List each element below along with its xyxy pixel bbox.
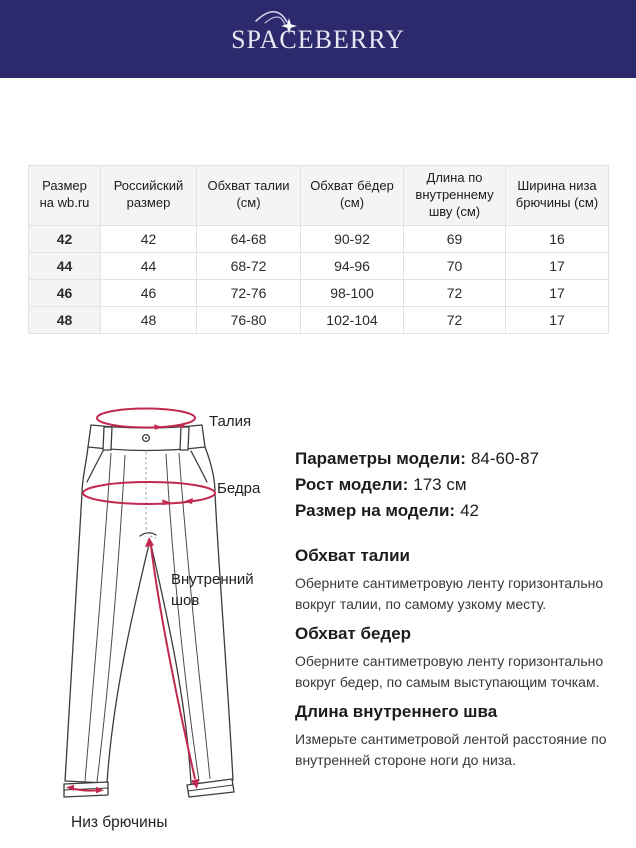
cell: 94-96 — [301, 252, 404, 279]
cell: 98-100 — [301, 279, 404, 306]
model-size-value: 42 — [460, 501, 479, 520]
cell: 16 — [506, 225, 609, 252]
model-params-value: 84-60-87 — [470, 449, 540, 468]
cell: 64-68 — [197, 225, 301, 252]
section-title: Длина внутреннего шва — [295, 702, 498, 721]
model-params — [295, 446, 617, 472]
column-header-inseam: Длина по внутреннему шву (см) — [404, 166, 506, 226]
pants-drawing-icon — [45, 398, 280, 844]
brand-header — [0, 0, 636, 78]
column-header-wb-size: Размер на wb.ru — [29, 166, 101, 226]
size-cell: 44 — [29, 252, 101, 279]
column-header-hem: Ширина низа брючины (см) — [506, 166, 609, 226]
hem-label: Низ брючины — [71, 814, 168, 831]
measure-section-waist — [295, 545, 617, 615]
cell: 76-80 — [197, 306, 301, 333]
table-header-row — [29, 166, 609, 226]
model-height-value: 173 см — [413, 475, 467, 494]
cell: 44 — [101, 252, 197, 279]
cell: 46 — [101, 279, 197, 306]
column-header-hips: Обхват бёдер (см) — [301, 166, 404, 226]
cell: 70 — [404, 252, 506, 279]
cell: 48 — [101, 306, 197, 333]
table-row — [29, 225, 609, 252]
cell: 42 — [101, 225, 197, 252]
cell: 17 — [506, 279, 609, 306]
cell: 90-92 — [301, 225, 404, 252]
hips-label: Бедра — [217, 480, 261, 497]
table-row — [29, 279, 609, 306]
model-size-label: Размер на модели: — [295, 501, 456, 520]
section-title: Обхват талии — [295, 546, 410, 565]
brand-logo — [158, 0, 478, 78]
cell: 72 — [404, 306, 506, 333]
section-body: Измерьте сантиметровой лентой расстояние по внутренней стороне ноги до низа. — [295, 731, 607, 768]
size-cell: 48 — [29, 306, 101, 333]
section-body: Оберните сантиметровую ленту горизонтально вокруг талии, по самому узкому месту. — [295, 575, 604, 612]
table-row — [29, 306, 609, 333]
cell: 17 — [506, 306, 609, 333]
column-header-ru-size: Российский размер — [101, 166, 197, 226]
size-cell: 46 — [29, 279, 101, 306]
cell: 69 — [404, 225, 506, 252]
size-cell: 42 — [29, 225, 101, 252]
model-params-label: Параметры модели: — [295, 449, 466, 468]
size-table — [28, 165, 609, 334]
section-body: Оберните сантиметровую ленту горизонтально вокруг бедер, по самым выступающим точкам. — [295, 653, 604, 690]
model-height-label: Рост модели: — [295, 475, 409, 494]
model-size — [295, 498, 617, 524]
cell: 68-72 — [197, 252, 301, 279]
model-height — [295, 472, 617, 498]
inseam-label: Внутренний шов — [171, 571, 254, 609]
cell: 72 — [404, 279, 506, 306]
brand-logo-text: SPACEBERRY — [231, 25, 405, 54]
measure-section-inseam — [295, 701, 617, 771]
column-header-waist: Обхват талии (см) — [197, 166, 301, 226]
pants-diagram — [45, 398, 280, 844]
info-column — [295, 446, 617, 771]
cell: 102-104 — [301, 306, 404, 333]
measure-instructions — [295, 545, 617, 771]
cell: 17 — [506, 252, 609, 279]
section-title: Обхват бедер — [295, 624, 412, 643]
waist-label: Талия — [209, 413, 252, 430]
measure-section-hips — [295, 623, 617, 693]
cell: 72-76 — [197, 279, 301, 306]
table-row — [29, 252, 609, 279]
